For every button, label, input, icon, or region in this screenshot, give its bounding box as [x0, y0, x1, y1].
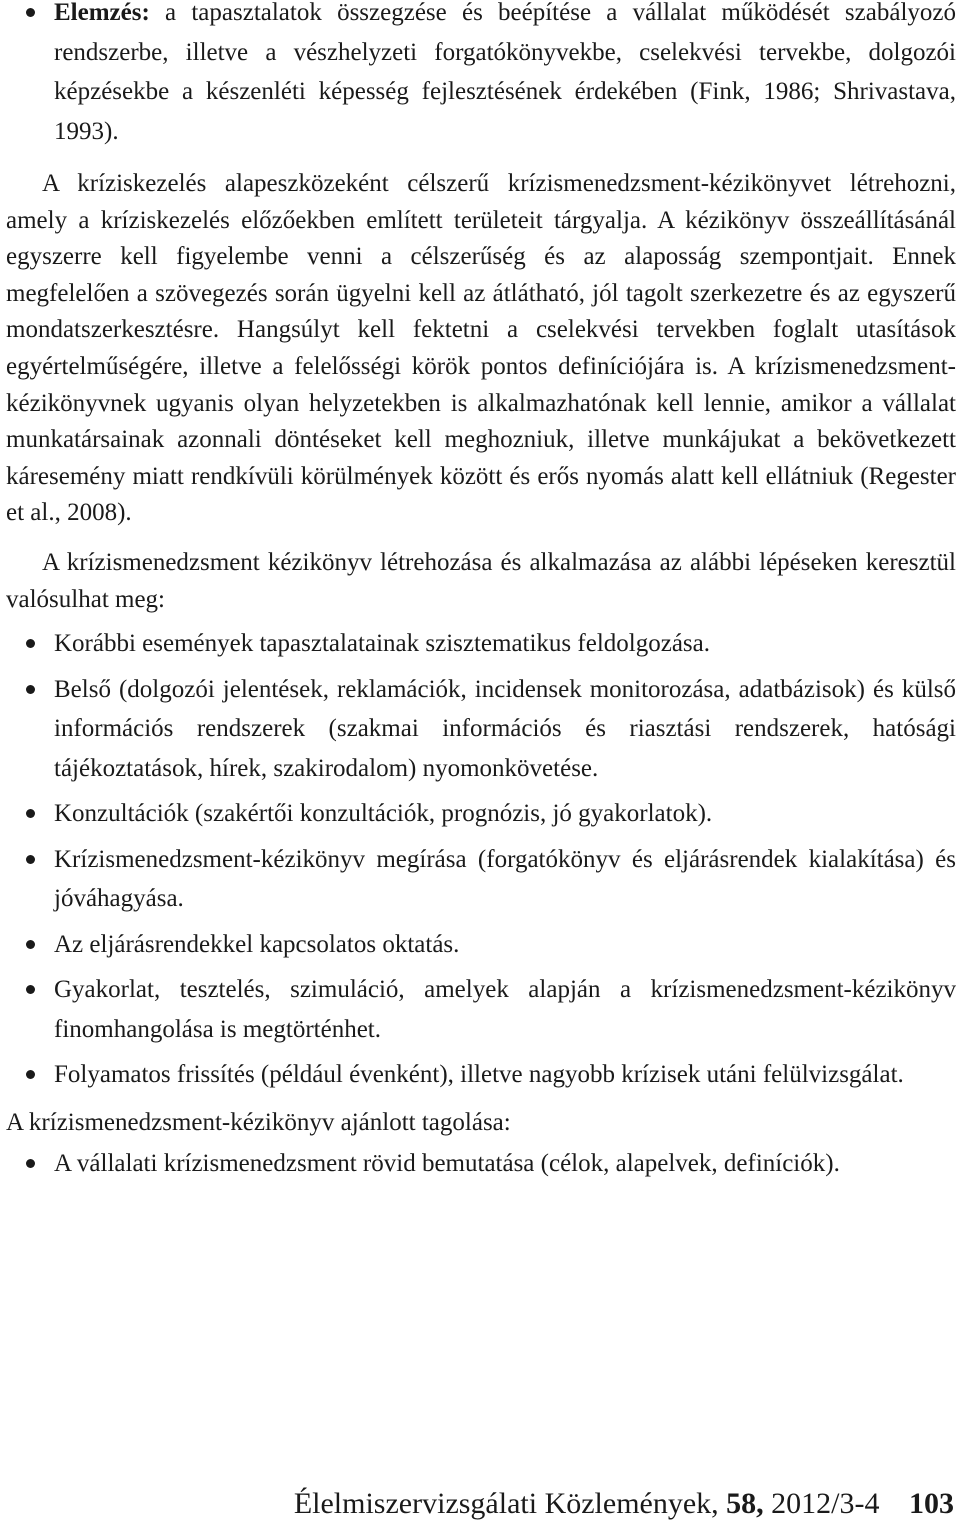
list-item	[6, 624, 956, 664]
document-page	[6, 0, 956, 1184]
bullet-icon	[26, 639, 35, 648]
list-item	[6, 970, 956, 1049]
item-text: a tapasztalatok összegzése és beépítése a vállalat működését szabályozó rendszerbe, illetve a vészhelyzeti forgatókönyvekbe, cselekvési tervekbe, dolgozói képzésekbe a készenléti képesség fejlesztésének érdekében (Fink, 1986; Shrivastava, 1993).	[54, 0, 956, 145]
issue-number: 2012/3-4	[771, 1487, 880, 1520]
body-paragraph: A kríziskezelés alapeszközeként célszerű krízismenedzsment-kézikönyvet létrehozni, amely a kríziskezelés előzőekben említett területeit tárgyalja. A kézikönyv összeállításánál egyszerre kell figyelembe venni a célszerűség és az alaposság szempontjait. Ennek megfelelően a szövegezés során ügyelni kell az átlátható, jól tagolt szerkezetre és az egyszerű mondatszerkesztésre. Hangsúlyt kell fektetni a cselekvési tervekben foglalt utasítások egyértelműségére, illetve a felelősségi körök pontos definíciójára is. A krízismenedzsment-kézikönyvnek ugyanis olyan helyzetekben is alkalmazhatónak kell lennie, amikor a vállalat munkatársainak azonnali döntéseket kell meghozniuk, illetve munkájukat a bekövetkezett káresemény miatt rendkívüli körülmények között és erős nyomás alatt kell ellátniuk (Regester et al., 2008).	[6, 170, 956, 527]
bullet-icon	[26, 855, 35, 864]
bullet-icon	[26, 8, 35, 17]
analysis-list	[6, 0, 956, 151]
item-text: Belső (dolgozói jelentések, reklamációk, incidensek monitorozása, adatbázisok) és külső információs rendszerek (szakmai információs és riasztási rendszerek, hatósági tájékoztatások, hírek, szakirodalom) nyomonkövetése.	[54, 675, 956, 782]
bullet-icon	[26, 940, 35, 949]
list-item	[6, 0, 956, 151]
item-text: Korábbi események tapasztalatainak szisztematikus feldolgozása.	[54, 630, 710, 658]
bullet-icon	[26, 985, 35, 994]
page-number: 103	[909, 1487, 954, 1520]
body-paragraph: A krízismenedzsment kézikönyv létrehozása és alkalmazása az alábbi lépéseken keresztül valósulhat meg:	[6, 548, 956, 613]
item-text: A vállalati krízismenedzsment rövid bemutatása (célok, alapelvek, definíciók).	[54, 1150, 840, 1178]
list-item	[6, 794, 956, 834]
structure-list	[6, 1144, 956, 1184]
volume-number: 58,	[726, 1487, 764, 1520]
bullet-icon	[26, 685, 35, 694]
body-paragraph: A krízismenedzsment-kézikönyv ajánlott tagolása:	[6, 1108, 511, 1136]
bullet-icon	[26, 1070, 35, 1079]
list-item	[6, 1055, 956, 1095]
list-item	[6, 840, 956, 919]
list-item	[6, 1144, 956, 1184]
item-text: Az eljárásrendekkel kapcsolatos oktatás.	[54, 930, 460, 958]
item-text: Krízismenedzsment-kézikönyv megírása (forgatókönyv és eljárásrendek kialakítása) és jóváhagyása.	[54, 845, 956, 913]
bullet-icon	[26, 809, 35, 818]
steps-list	[6, 624, 956, 1095]
journal-title: Élelmiszervizsgálati Közlemények,	[293, 1487, 719, 1520]
bullet-icon	[26, 1159, 35, 1168]
list-item	[6, 670, 956, 789]
list-item	[6, 925, 956, 965]
item-text: Gyakorlat, tesztelés, szimuláció, amelyek alapján a krízismenedzsment-kézikönyv finomhangolása is megtörténhet.	[54, 976, 956, 1043]
item-text: Konzultációk (szakértői konzultációk, prognózis, jó gyakorlatok).	[54, 800, 713, 828]
item-text: Folyamatos frissítés (például évenként), illetve nagyobb krízisek utáni felülvizsgálat.	[54, 1061, 904, 1089]
item-label: Elemzés:	[54, 0, 150, 26]
page-footer	[138, 1486, 954, 1522]
